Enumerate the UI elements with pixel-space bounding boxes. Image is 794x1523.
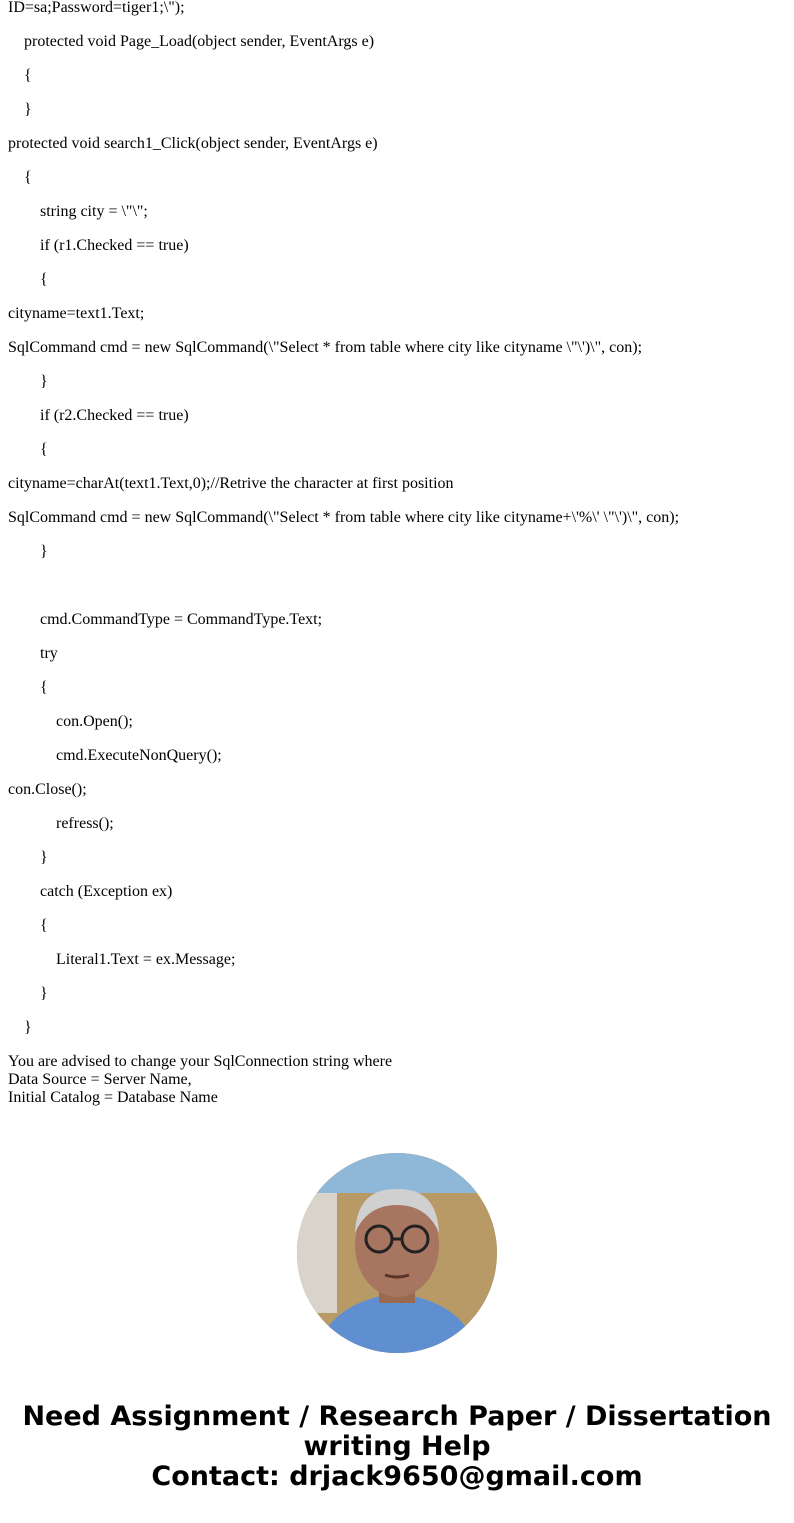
code-line: refress(); [56,815,114,832]
code-line: } [40,543,48,560]
code-line: cmd.ExecuteNonQuery(); [56,747,222,764]
code-line: Literal1.Text = ex.Message; [56,951,236,968]
code-line: } [40,373,48,390]
code-line: { [40,917,48,934]
code-block [8,0,788,1045]
code-line: { [40,441,48,458]
code-line: catch (Exception ex) [40,883,173,900]
code-line: string city = \"\"; [40,203,148,220]
note-line: Data Source = Server Name, [8,1071,192,1088]
code-line: ID=sa;Password=tiger1;\"); [8,0,185,16]
code-line: SqlCommand cmd = new SqlCommand(\"Select * from table where city like cityname+\'%\' \"\')\", con); [8,509,680,526]
author-avatar [297,1153,497,1353]
code-line: con.Close(); [8,781,87,798]
code-line: } [24,1019,32,1036]
code-line: if (r2.Checked == true) [40,407,189,424]
code-line: protected void search1_Click(object sender, EventArgs e) [8,135,378,152]
code-line: } [40,985,48,1002]
code-line: { [24,169,32,186]
code-line: if (r1.Checked == true) [40,237,189,254]
note-line: Initial Catalog = Database Name [8,1089,218,1106]
code-line: cmd.CommandType = CommandType.Text; [40,611,323,628]
code-line: cityname=text1.Text; [8,305,145,322]
connection-note [8,1053,392,1107]
code-line: try [40,645,58,662]
code-line: { [40,271,48,288]
code-line: cityname=charAt(text1.Text,0);//Retrive the character at first position [8,475,454,492]
note-line: You are advised to change your SqlConnection string where [8,1053,393,1070]
code-line: { [24,67,32,84]
cta-line: writing Help [303,1431,491,1462]
code-line [8,569,788,603]
code-line: } [24,101,32,118]
code-line: } [40,849,48,866]
code-line: { [40,679,48,696]
code-line: con.Open(); [56,713,133,730]
help-contact-banner [0,1402,794,1492]
contact-email: Contact: drjack9650@gmail.com [151,1461,643,1492]
code-line: protected void Page_Load(object sender, EventArgs e) [24,33,375,50]
code-line: SqlCommand cmd = new SqlCommand(\"Select * from table where city like cityname \"\')\", con); [8,339,643,356]
cta-line: Need Assignment / Research Paper / Dissertation [22,1401,772,1432]
